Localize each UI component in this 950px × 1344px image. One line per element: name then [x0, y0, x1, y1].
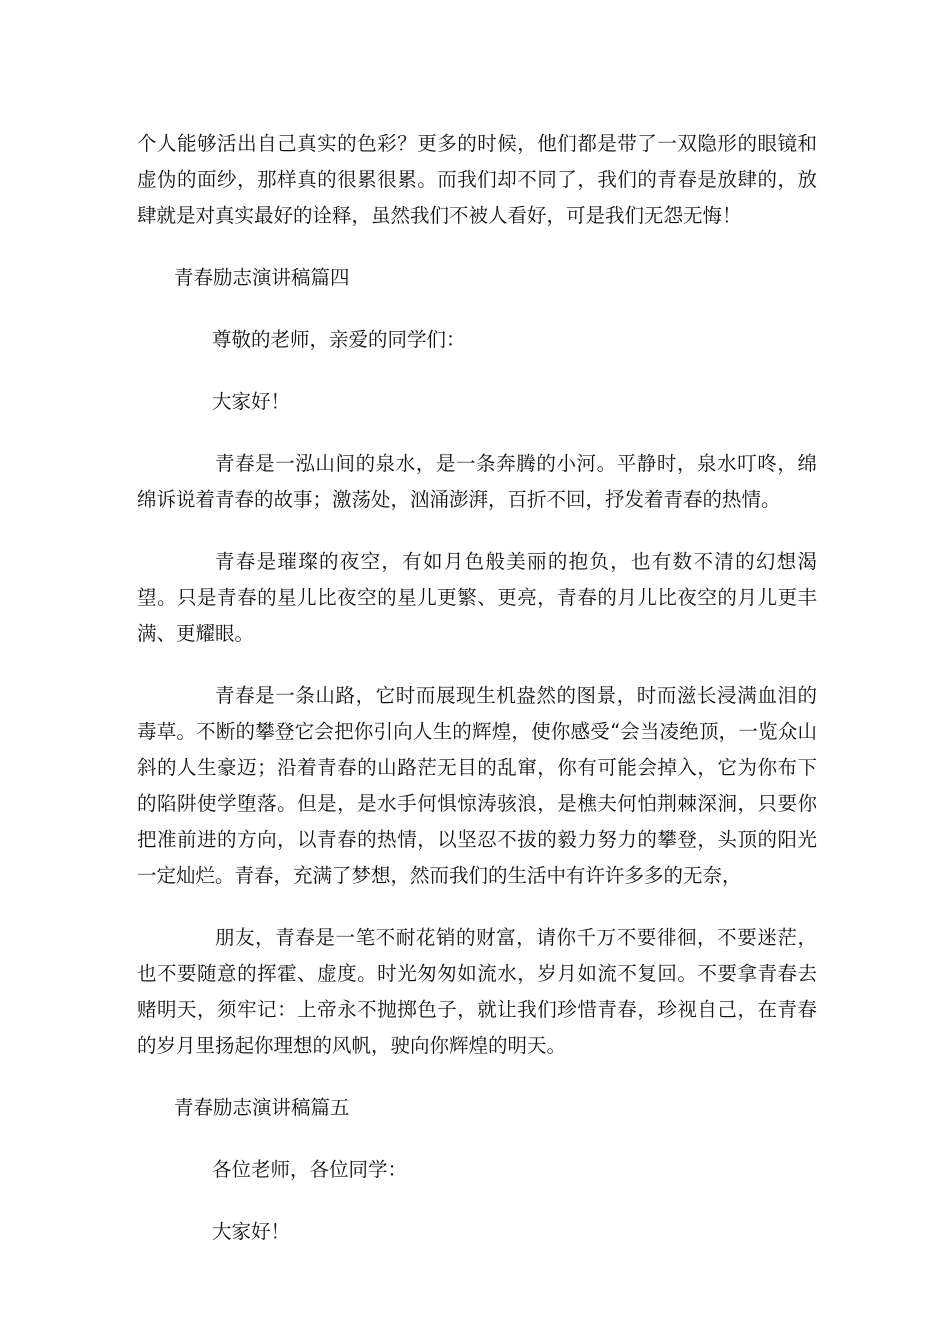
section-four-paragraph-2: 青春是璀璨的夜空，有如月色般美丽的抱负，也有数不清的幻想渴望。只是青春的星儿比夜空的星儿更繁、更亮，青春的月儿比夜空的月儿更丰满、更耀眼。 [137, 550, 817, 645]
section-five-heading: 青春励志演讲稿篇五 [174, 1096, 350, 1119]
section-four-paragraph-4: 朋友，青春是一笔不耐花销的财富，请你千万不要徘徊，不要迷茫，也不要随意的挥霍、虚度。时光匆匆如流水，岁月如流不复回。不要拿青春去赌明天，须牢记：上帝永不抛掷色子，就让我们珍惜青春，珍视自己，在青春的岁月里扬起你理想的风帆，驶向你辉煌的明天。 [137, 926, 817, 1057]
section-four-paragraph-1: 青春是一泓山间的泉水，是一条奔腾的小河。平静时，泉水叮咚，绵绵诉说着青春的故事；激荡处，汹涌澎湃，百折不回，抒发着青春的热情。 [137, 452, 817, 511]
section-four-greeting: 大家好！ [212, 390, 291, 413]
section-four-salutation: 尊敬的老师，亲爱的同学们： [212, 328, 466, 351]
section-five-greeting: 大家好！ [212, 1220, 291, 1243]
opening-paragraph: 个人能够活出自己真实的色彩？更多的时候，他们都是带了一双隐形的眼镜和虚伪的面纱，那样真的很累很累。而我们却不同了，我们的青春是放肆的，放肆就是对真实最好的诠释，虽然我们不被人看好，可是我们无怨无悔！ [137, 132, 817, 227]
section-four-paragraph-3: 青春是一条山路，它时而展现生机盎然的图景，时而滋长浸满血泪的毒草。不断的攀登它会把你引向人生的辉煌，使你感受“会当凌绝顶，一览众山斜的人生豪迈；沿着青春的山路茫无目的乱窜，你有可能会掉入，它为你布下的陷阱使学堕落。但是，是水手何惧惊涛骇浪，是樵夫何怕荆棘深涧，只要你把准前进的方向，以青春的热情，以坚忍不拔的毅力努力的攀登，头顶的阳光一定灿烂。青春，充满了梦想，然而我们的生活中有许许多多的无奈， [137, 684, 817, 887]
section-four-heading: 青春励志演讲稿篇四 [174, 266, 350, 289]
section-five-salutation: 各位老师，各位同学： [212, 1158, 408, 1181]
document-body [137, 126, 817, 1276]
